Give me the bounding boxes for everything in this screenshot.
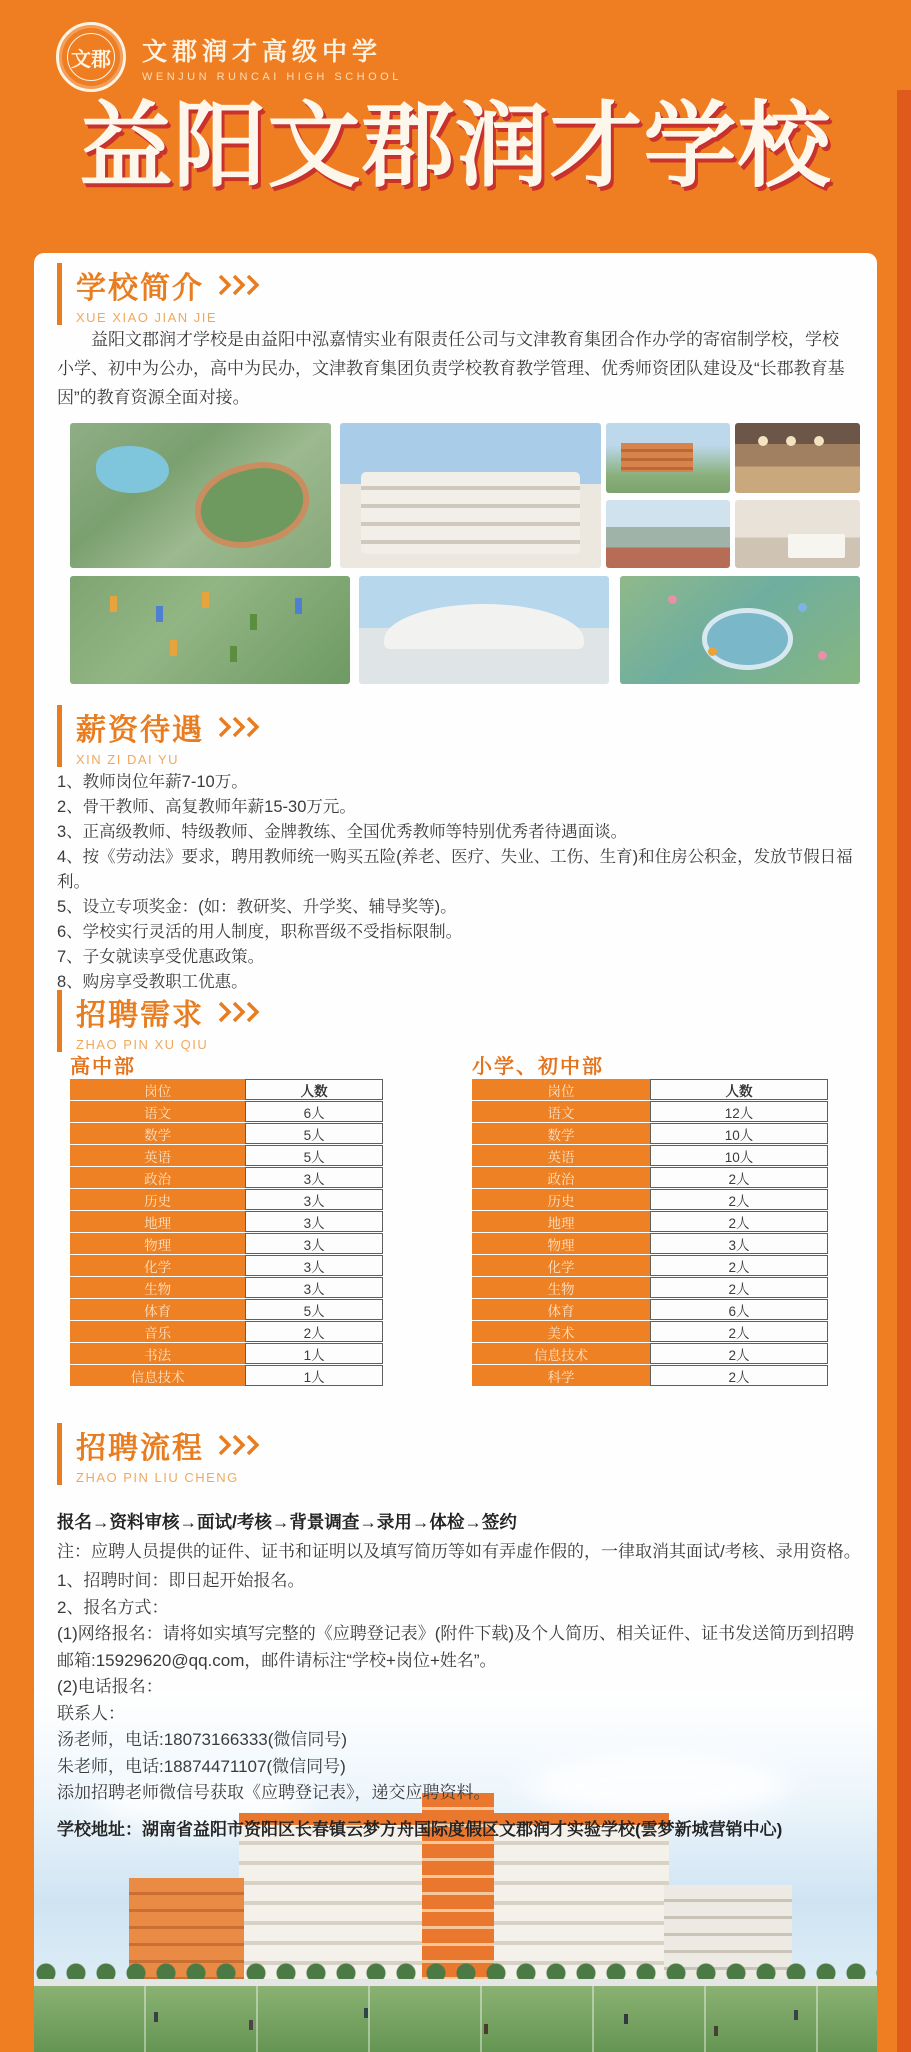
cell-position: 历史 xyxy=(472,1189,650,1210)
cell-count: 3人 xyxy=(245,1277,383,1298)
cell-count: 2人 xyxy=(650,1255,828,1276)
table-row xyxy=(472,1211,828,1232)
section-process-title: 招聘流程 xyxy=(76,1432,204,1465)
process-step-item: 汤老师，电话:18073166333(微信同号) xyxy=(57,1730,348,1749)
photo-dorm-room xyxy=(735,500,860,568)
section-intro-pinyin: XUE XIAO JIAN JIE xyxy=(76,310,218,325)
salary-benefit-item: 4、按《劳动法》要求，聘用教师统一购买五险(养老、医疗、失业、工伤、生育)和住房公积金，发放节假日福利。 xyxy=(57,848,853,891)
process-step-item: (1)网络报名：请将如实填写完整的《应聘登记表》(附件下载)及个人简历、相关证件、证书发送简历到招聘邮箱:15929620@qq.com，邮件请标注“学校+岗位+姓名”。 xyxy=(57,1624,855,1670)
table-row xyxy=(472,1101,828,1122)
high-school-positions-table xyxy=(70,1079,383,1387)
column-header-count: 人数 xyxy=(650,1079,828,1100)
salary-benefit-list xyxy=(57,770,865,995)
cell-position: 体育 xyxy=(472,1299,650,1320)
process-step-item: (2)电话报名： xyxy=(57,1677,163,1696)
school-name: 文郡润才高级中学 xyxy=(142,37,383,66)
plaza-strip xyxy=(34,1979,877,1986)
recruitment-flow: 报名→资料审核→面试/考核→背景调查→录用→体检→签约 xyxy=(57,1512,517,1532)
process-step-item: 联系人： xyxy=(57,1703,125,1723)
cell-position: 音乐 xyxy=(70,1321,245,1342)
cell-count: 5人 xyxy=(245,1299,383,1320)
cell-position: 政治 xyxy=(70,1167,245,1188)
table-header-row xyxy=(70,1079,383,1100)
photo-canteen-interior xyxy=(735,423,860,493)
cell-position: 历史 xyxy=(70,1189,245,1210)
section-process-header xyxy=(57,1423,262,1485)
school-name-en: WENJUN RUNCAI HIGH SCHOOL xyxy=(142,70,402,83)
school-logo-seal: 文郡 xyxy=(67,33,115,81)
right-accent-strip xyxy=(897,90,911,2052)
table-row xyxy=(472,1343,828,1364)
cell-position: 科学 xyxy=(472,1365,650,1386)
section-intro-header xyxy=(57,263,262,325)
cell-count: 6人 xyxy=(245,1101,383,1122)
salary-benefit-item: 3、正高级教师、特级教师、金牌教练、全国优秀教师等特别优秀者待遇面谈。 xyxy=(57,823,628,841)
school-logo xyxy=(56,22,126,92)
column-header-position: 岗位 xyxy=(472,1079,650,1100)
cell-position: 数学 xyxy=(70,1123,245,1144)
cell-position: 语文 xyxy=(472,1101,650,1122)
section-salary-title: 薪资待遇 xyxy=(76,714,204,747)
salary-benefit-item: 2、骨干教师、高复教师年薪15-30万元。 xyxy=(57,798,356,816)
section-salary-pinyin: XIN ZI DAI YU xyxy=(76,752,180,767)
table-header-row xyxy=(472,1079,828,1100)
section-needs-title: 招聘需求 xyxy=(76,999,204,1032)
table-row xyxy=(70,1343,383,1364)
table-row xyxy=(472,1277,828,1298)
cell-position: 地理 xyxy=(472,1211,650,1232)
photo-gymnasium xyxy=(359,576,609,684)
cell-position: 生物 xyxy=(472,1277,650,1298)
table-row xyxy=(70,1211,383,1232)
recruitment-note: 注：应聘人员提供的证件、证书和证明以及填写简历等如有弄虚作假的，一律取消其面试/考核、录用资格。 xyxy=(57,1542,861,1561)
photo-aerial-campus-pool xyxy=(70,423,331,568)
cell-count: 5人 xyxy=(245,1145,383,1166)
cell-position: 物理 xyxy=(70,1233,245,1254)
section-intro-title: 学校简介 xyxy=(76,272,204,305)
cell-count: 1人 xyxy=(245,1365,383,1386)
cell-position: 信息技术 xyxy=(70,1365,245,1386)
high-school-table-label: 高中部 xyxy=(70,1056,136,1078)
primary-middle-table-label: 小学、初中部 xyxy=(472,1056,604,1078)
salary-benefit-item: 7、子女就读享受优惠政策。 xyxy=(57,948,265,966)
table-row xyxy=(70,1145,383,1166)
sports-field xyxy=(34,1986,877,2052)
table-row xyxy=(472,1123,828,1144)
cell-position: 数学 xyxy=(472,1123,650,1144)
salary-benefit-item: 1、教师岗位年薪7-10万。 xyxy=(57,773,248,791)
cell-count: 3人 xyxy=(245,1167,383,1188)
table-row xyxy=(70,1167,383,1188)
process-step-item: 1、招聘时间：即日起开始报名。 xyxy=(57,1571,305,1590)
process-step-list xyxy=(57,1568,861,1807)
school-name-block xyxy=(142,32,402,83)
cell-position: 化学 xyxy=(70,1255,245,1276)
primary-middle-positions-table xyxy=(472,1079,828,1387)
cell-count: 2人 xyxy=(650,1189,828,1210)
cell-count: 5人 xyxy=(245,1123,383,1144)
table-row xyxy=(472,1145,828,1166)
cell-count: 12人 xyxy=(650,1101,828,1122)
triple-chevron-icon xyxy=(216,1001,262,1028)
cell-position: 物理 xyxy=(472,1233,650,1254)
cell-count: 3人 xyxy=(245,1233,383,1254)
triple-chevron-icon xyxy=(216,274,262,301)
table-row xyxy=(70,1365,383,1386)
photo-water-park-aerial xyxy=(620,576,860,684)
cell-position: 地理 xyxy=(70,1211,245,1232)
section-process-pinyin: ZHAO PIN LIU CHENG xyxy=(76,1470,239,1485)
table-row xyxy=(70,1255,383,1276)
column-header-count: 人数 xyxy=(245,1079,383,1100)
process-step-item: 添加招聘老师微信号获取《应聘登记表》，递交应聘资料。 xyxy=(57,1783,491,1802)
photo-school-building xyxy=(340,423,601,568)
photo-campus-road xyxy=(606,500,730,568)
photo-dormitory-building xyxy=(606,423,730,493)
salary-benefit-item: 8、购房享受教职工优惠。 xyxy=(57,973,248,991)
cell-position: 英语 xyxy=(70,1145,245,1166)
cell-count: 3人 xyxy=(650,1233,828,1254)
table-row xyxy=(472,1233,828,1254)
salary-benefit-item: 6、学校实行灵活的用人制度，职称晋级不受指标限制。 xyxy=(57,923,463,941)
cell-position: 政治 xyxy=(472,1167,650,1188)
poster-header xyxy=(56,22,402,92)
table-row xyxy=(472,1365,828,1386)
table-row xyxy=(472,1189,828,1210)
cell-position: 体育 xyxy=(70,1299,245,1320)
cell-position: 书法 xyxy=(70,1343,245,1364)
table-row xyxy=(70,1189,383,1210)
cell-count: 3人 xyxy=(245,1189,383,1210)
poster-title: 益阳文郡润才学校 xyxy=(79,94,832,198)
intro-paragraph: 益阳文郡润才学校是由益阳中泓嘉情实业有限责任公司与文津教育集团合作办学的寄宿制学校，学校小学、初中为公办，高中为民办，文津教育集团负责学校教育教学管理、优秀师资团队建设及“长郡教育基因”的教育资源全面对接。 xyxy=(57,330,845,407)
cell-position: 语文 xyxy=(70,1101,245,1122)
cell-position: 化学 xyxy=(472,1255,650,1276)
cell-position: 美术 xyxy=(472,1321,650,1342)
salary-benefit-item: 5、设立专项奖金：(如：教研奖、升学奖、辅导奖等)。 xyxy=(57,898,457,916)
section-needs-pinyin: ZHAO PIN XU QIU xyxy=(76,1037,209,1052)
cell-count: 2人 xyxy=(245,1321,383,1342)
cell-count: 10人 xyxy=(650,1145,828,1166)
cell-position: 生物 xyxy=(70,1277,245,1298)
cell-count: 2人 xyxy=(650,1167,828,1188)
table-row xyxy=(472,1321,828,1342)
content-card xyxy=(34,253,877,2052)
table-row xyxy=(70,1233,383,1254)
cell-position: 信息技术 xyxy=(472,1343,650,1364)
school-address: 学校地址：湖南省益阳市资阳区长春镇云梦方舟国际度假区文郡润才实验学校(雲梦新城营销中心) xyxy=(57,1820,783,1839)
process-step-item: 朱老师，电话:18874471107(微信同号) xyxy=(57,1756,346,1776)
table-row xyxy=(70,1123,383,1144)
cell-count: 2人 xyxy=(650,1365,828,1386)
process-body xyxy=(57,1508,861,1807)
cell-count: 2人 xyxy=(650,1343,828,1364)
cell-count: 3人 xyxy=(245,1211,383,1232)
photo-masterplan-aerial xyxy=(70,576,350,684)
table-row xyxy=(70,1101,383,1122)
table-row xyxy=(70,1321,383,1342)
cell-count: 6人 xyxy=(650,1299,828,1320)
cell-count: 2人 xyxy=(650,1277,828,1298)
cell-count: 1人 xyxy=(245,1343,383,1364)
triple-chevron-icon xyxy=(216,1434,262,1461)
process-step-item: 2、报名方式： xyxy=(57,1597,169,1617)
table-row xyxy=(70,1299,383,1320)
column-header-position: 岗位 xyxy=(70,1079,245,1100)
cell-count: 2人 xyxy=(650,1211,828,1232)
table-row xyxy=(472,1255,828,1276)
section-needs-header xyxy=(57,990,262,1052)
cell-count: 10人 xyxy=(650,1123,828,1144)
triple-chevron-icon xyxy=(216,716,262,743)
cell-count: 2人 xyxy=(650,1321,828,1342)
cell-count: 3人 xyxy=(245,1255,383,1276)
table-row xyxy=(70,1277,383,1298)
section-salary-header xyxy=(57,705,262,767)
cell-position: 英语 xyxy=(472,1145,650,1166)
table-row xyxy=(472,1299,828,1320)
table-row xyxy=(472,1167,828,1188)
